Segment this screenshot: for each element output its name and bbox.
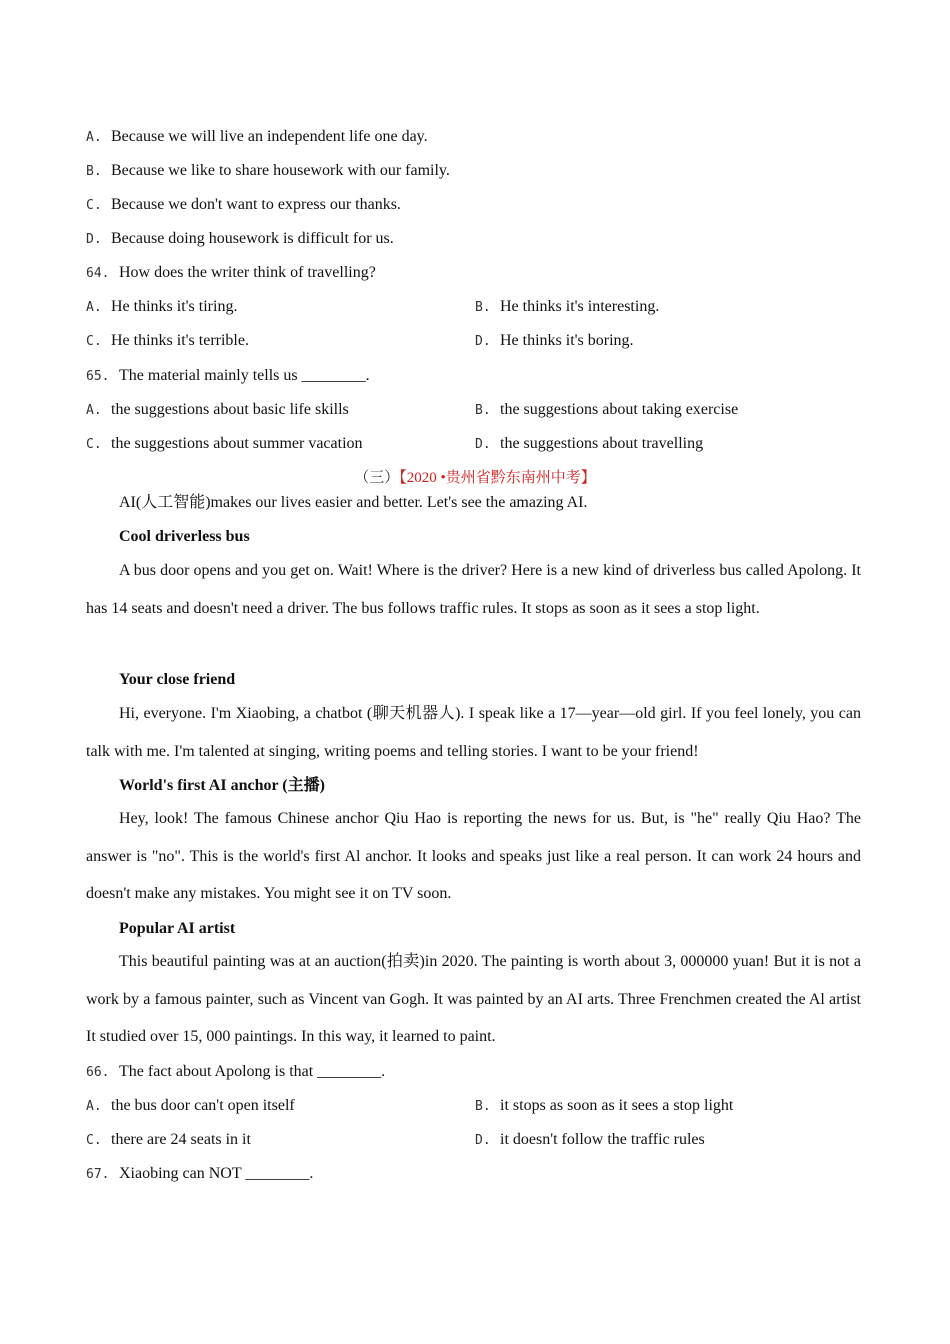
q64-options-row-1: [86, 297, 660, 318]
q65-option-d: [475, 434, 703, 455]
passage-heading: World's first AI anchor (主播): [119, 777, 325, 794]
option-letter: D.: [475, 437, 491, 452]
option-text: the suggestions about basic life skills: [111, 401, 349, 418]
option-text: the suggestions about taking exercise: [500, 401, 739, 418]
option-text: He thinks it's tiring.: [111, 298, 238, 315]
option-letter: A.: [86, 1099, 102, 1114]
section-source: 【2020 •贵州省黔东南州中考】: [399, 470, 596, 486]
question-text: The material mainly tells us ________.: [119, 367, 370, 384]
option-letter: A.: [86, 130, 102, 145]
q63-option-c: [86, 195, 401, 216]
section-title: [0, 468, 950, 488]
option-letter: A.: [86, 300, 102, 315]
option-letter: B.: [475, 1099, 491, 1114]
q65-options-row-1: [86, 400, 739, 421]
question-number: 64.: [86, 266, 110, 281]
option-letter: B.: [475, 300, 491, 315]
question-text: The fact about Apolong is that ________.: [119, 1063, 386, 1080]
option-letter: C.: [86, 334, 102, 349]
q64-option-b: [475, 297, 659, 318]
question-number: 65.: [86, 369, 110, 384]
option-text: Because we don't want to express our thanks.: [111, 196, 401, 213]
option-letter: D.: [86, 232, 102, 247]
section-number: （三）: [354, 470, 400, 486]
option-text: there are 24 seats in it: [111, 1131, 251, 1148]
option-text: He thinks it's interesting.: [500, 298, 660, 315]
option-text: the suggestions about travelling: [500, 435, 704, 452]
passage-paragraph: This beautiful painting was at an auction(拍卖)in 2020. The painting is worth about 3, 000000 yuan! But it is not a work by a famous painter, such as Vincent van Gogh. It was painted by an AI arts. Three Frenchmen created the Al artist It studied over 15, 000 paintings. In this way, it learned to paint.: [86, 953, 861, 1045]
q66-stem: [86, 1062, 385, 1083]
option-letter: B.: [475, 403, 491, 418]
q64-options-row-2: [86, 331, 634, 352]
q65-stem: [86, 366, 370, 387]
option-letter: B.: [86, 164, 102, 179]
q63-option-d: [86, 229, 394, 250]
option-text: the bus door can't open itself: [111, 1097, 295, 1114]
option-letter: C.: [86, 198, 102, 213]
option-letter: A.: [86, 403, 102, 418]
option-text: He thinks it's boring.: [500, 332, 634, 349]
q67-stem: [86, 1164, 313, 1185]
option-text: it stops as soon as it sees a stop light: [500, 1097, 734, 1114]
option-text: the suggestions about summer vacation: [111, 435, 363, 452]
passage-paragraph: A bus door opens and you get on. Wait! Where is the driver? Here is a new kind of driverless bus called Apolong. It has 14 seats and doesn't need a driver. The bus follows traffic rules. It stops as soon as it sees a stop light.: [86, 562, 861, 617]
passage-heading: Your close friend: [119, 671, 236, 688]
option-text: it doesn't follow the traffic rules: [500, 1131, 705, 1148]
q66-option-d: [475, 1130, 705, 1151]
q66-options-row-1: [86, 1096, 734, 1117]
option-letter: D.: [475, 1133, 491, 1148]
q63-option-a: [86, 127, 428, 148]
passage-paragraph: Hey, look! The famous Chinese anchor Qiu Hao is reporting the news for us. But, is "he" really Qiu Hao? The answer is "no". This is the world's first Al anchor. It looks and speaks just like a real person. It can work 24 hours and doesn't make any mistakes. You might see it on TV soon.: [86, 810, 861, 902]
option-letter: D.: [475, 334, 491, 349]
option-letter: C.: [86, 1133, 102, 1148]
q66-option-b: [475, 1096, 733, 1117]
q65-option-b: [475, 400, 738, 421]
q64-option-d: [475, 331, 634, 352]
q65-options-row-2: [86, 434, 704, 455]
option-text: Because we will live an independent life one day.: [111, 128, 428, 145]
option-letter: C.: [86, 437, 102, 452]
passage-heading: Popular AI artist: [119, 920, 236, 937]
question-number: 67.: [86, 1167, 110, 1182]
q66-options-row-2: [86, 1130, 705, 1151]
q64-stem: [86, 263, 376, 284]
option-text: He thinks it's terrible.: [111, 332, 249, 349]
passage-intro: AI(人工智能)makes our lives easier and better. Let's see the amazing AI.: [119, 494, 588, 511]
question-text: Xiaobing can NOT ________.: [119, 1165, 314, 1182]
question-text: How does the writer think of travelling?: [119, 264, 376, 281]
option-text: Because we like to share housework with our family.: [111, 162, 450, 179]
q63-option-b: [86, 161, 450, 182]
question-number: 66.: [86, 1065, 110, 1080]
passage-paragraph: Hi, everyone. I'm Xiaobing, a chatbot (聊天机器人). I speak like a 17—year—old girl. If you feel lonely, you can talk with me. I'm talented at singing, writing poems and telling stories. I want to be your friend!: [86, 705, 861, 760]
passage-heading: Cool driverless bus: [119, 528, 250, 545]
option-text: Because doing housework is difficult for us.: [111, 230, 394, 247]
